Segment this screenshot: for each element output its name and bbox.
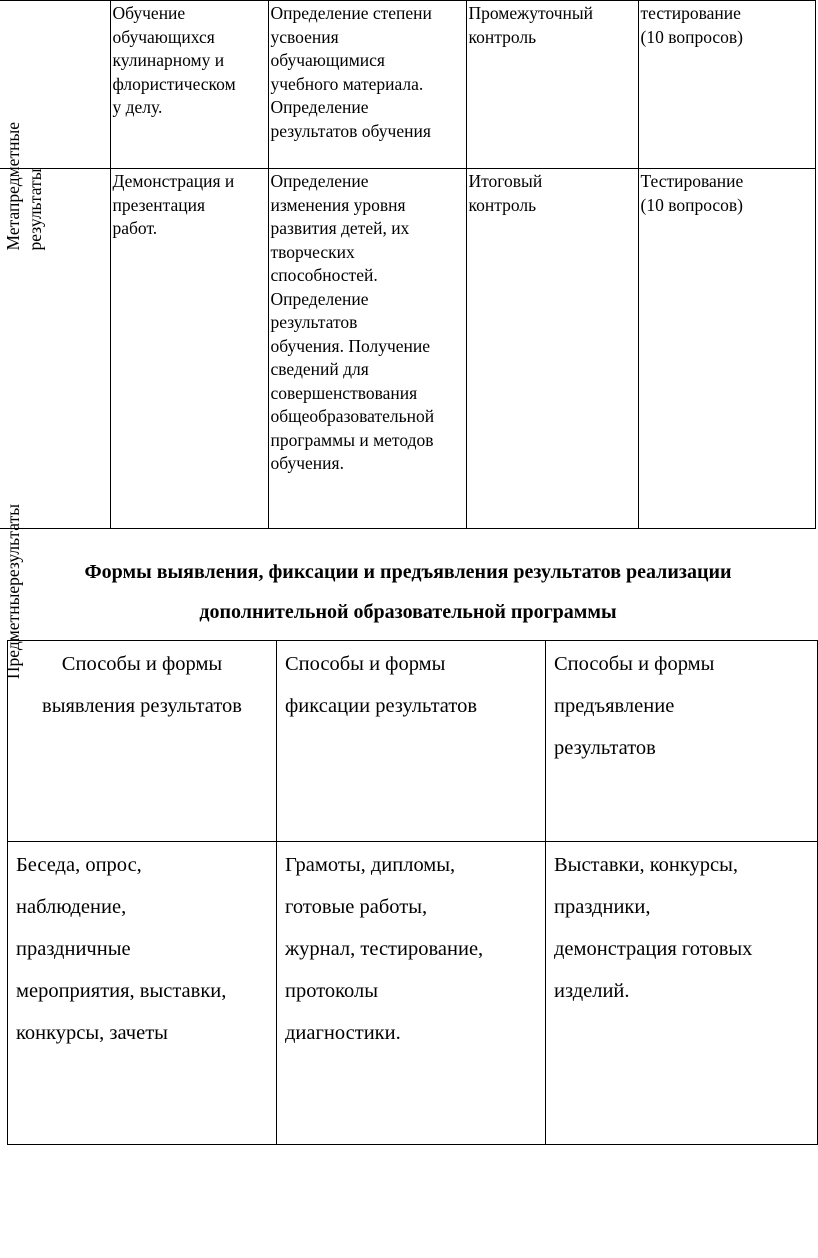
table-cell: Промежуточный контроль [466,1,638,169]
table-row [0,169,815,529]
row-category-cell [0,169,110,680]
table-cell: тестирование (10 вопросов) [638,1,815,169]
section-heading-line-1: Формы выявления, фиксации и предъявления результатов реализации [84,561,732,583]
table-row [8,842,818,1145]
column-header: Способы и формы фиксации результатов [277,641,546,842]
table-cell: Выставки, конкурсы, праздники, демонстрация готовых изделий. [546,842,818,1145]
table-cell: Обучение обучающихся кулинарному и флористическом у делу. [110,1,268,169]
row-category-label: Предметныерезультаты [3,504,23,680]
row-category-cell [0,1,110,251]
table-cell: Тестирование (10 вопросов) [638,169,815,529]
forms-table [7,640,818,1145]
table-cell: Беседа, опрос, наблюдение, праздничные мероприятия, выставки, конкурсы, зачеты [8,842,277,1145]
table-cell: Определение изменения уровня развития детей, их творческих способностей. Определение результатов обучения. Получение сведений для совершенствования общеобразовательной программы и методов обучения. [268,169,466,529]
table-header-row [8,641,818,842]
column-header: Способы и формы выявления результатов [8,641,277,842]
table-cell: Определение степени усвоения обучающимися учебного материала. Определение результатов обучения [268,1,466,169]
table-cell: Итоговый контроль [466,169,638,529]
section-heading-line-2: дополнительной образовательной программы [199,601,617,623]
table-cell: Демонстрация и презентация работ. [110,169,268,529]
column-header: Способы и формы предъявление результатов [546,641,818,842]
table-cell: Грамоты, дипломы, готовые работы, журнал, тестирование, протоколы диагностики. [277,842,546,1145]
table-row [0,1,815,169]
row-category-label: Метапредметные результаты [3,122,45,251]
